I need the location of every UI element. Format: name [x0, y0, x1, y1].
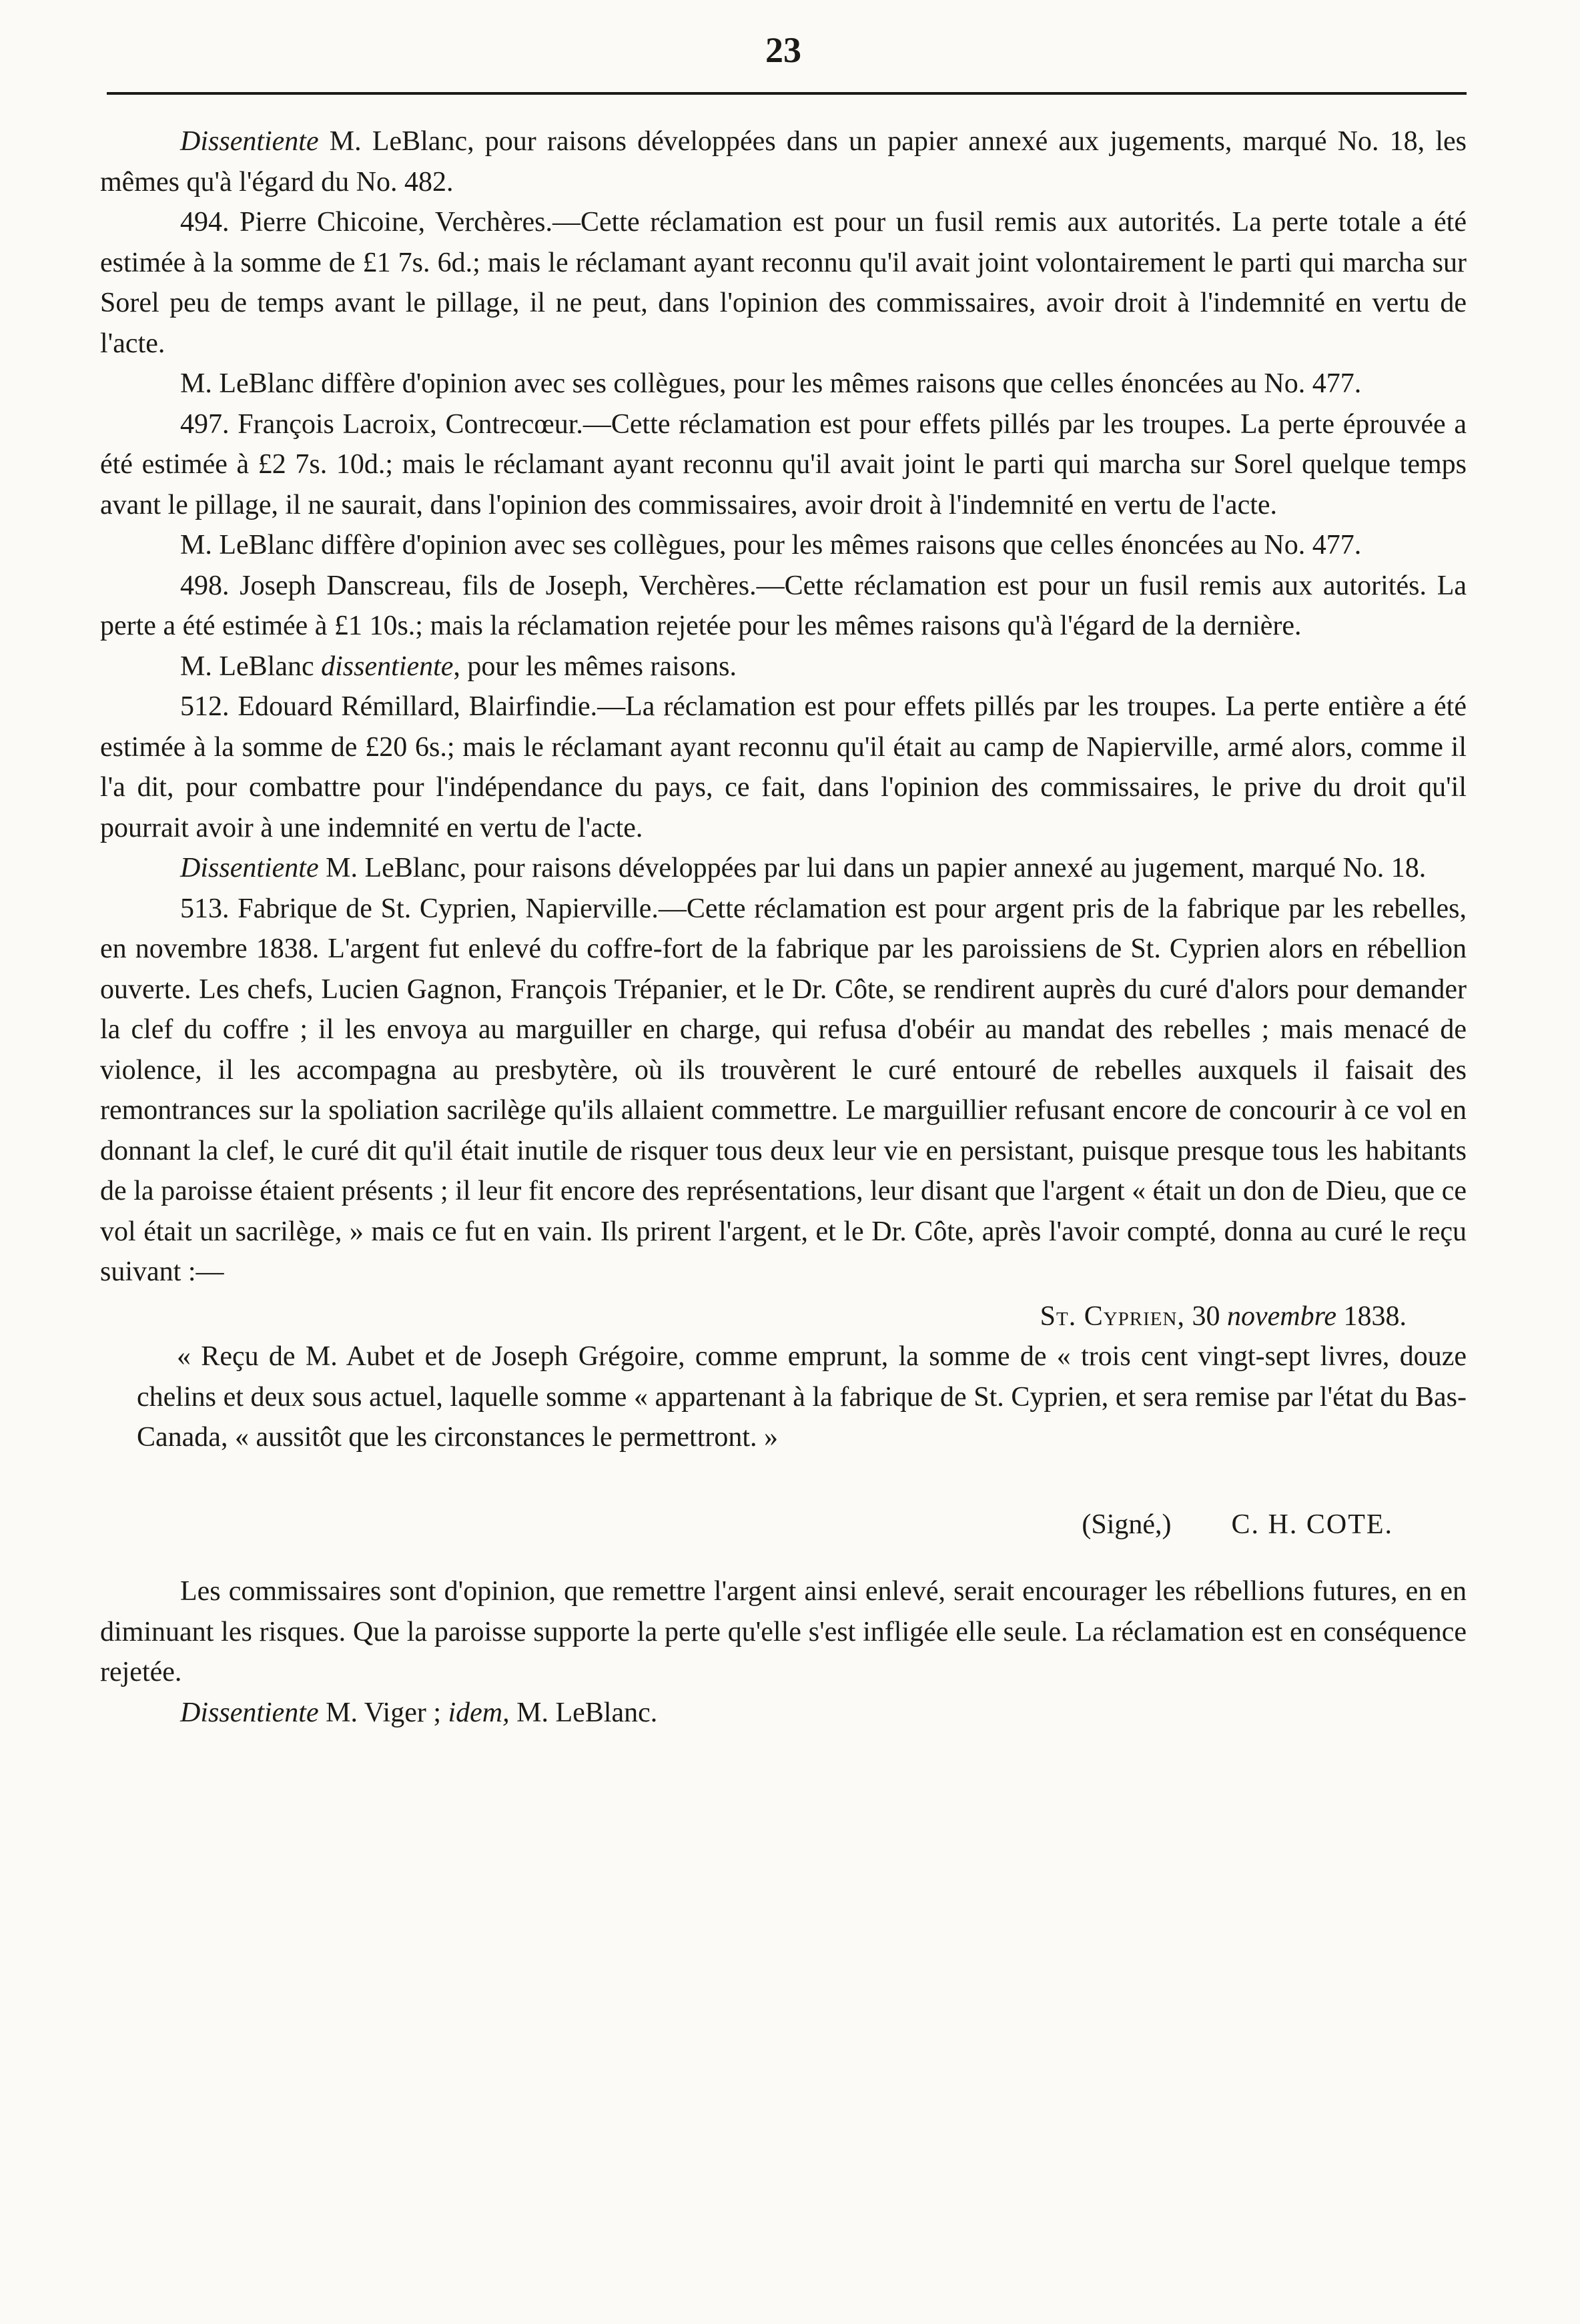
- paragraph-498: [100, 566, 1467, 647]
- paragraph-text: , pour les mêmes raisons.: [453, 651, 737, 682]
- dissent-label: dissentiente: [321, 651, 454, 682]
- paragraph-text: 497. François Lacroix, Contrecœur.—Cette réclamation est pour effets pillés par les troupes. La perte éprouvée a été estimée à £2 7s. 10d.; mais le réclamant ayant reconnu qu'il avait joint le parti qui marcha sur Sorel quelque temps avant le pillage, il ne saurait, dans l'opinion des commissaires, avoir droit à l'indemnité en vertu de l'acte.: [100, 408, 1467, 520]
- dateline-month: novembre: [1226, 1300, 1336, 1332]
- dissent-text: M. Viger ;: [318, 1697, 448, 1728]
- header-rule: [107, 92, 1467, 95]
- signature-name: C. H. COTE.: [1231, 1509, 1393, 1540]
- dissent-label: Dissentiente: [180, 126, 319, 157]
- paragraph-text: M. LeBlanc, pour raisons développées par lui dans un papier annexé au jugement, marqué No. 18.: [318, 853, 1427, 883]
- dissent-idem: idem,: [448, 1697, 510, 1728]
- paragraph-494: [100, 202, 1467, 364]
- paragraph-text: 513. Fabrique de St. Cyprien, Napierville.—Cette réclamation est pour argent pris de la fabrique par les rebelles, en novembre 1838. L'argent fut enlevé du coffre-fort de la fabrique par les paroissiens de St. Cyprien alors en rébellion ouverte. Les chefs, Lucien Gagnon, François Trépanier, et le Dr. Côte, se rendirent auprès du curé d'alors pour demander la clef du coffre ; il les envoya au marguiller en charge, qui refusa d'obéir au mandat des rebelles ; mais menacé de violence, il les accompagna au presbytère, où ils trouvèrent le curé entouré de rebelles auxquels il faisait des remontrances sur la spoliation sacrilège qu'ils allaient commettre. Le marguillier refusant encore de concourir à ce vol en donnant la clef, le curé dit qu'il était inutile de risquer tous deux leur vie en persistant, puisque presque tous les habitants de la paroisse étaient présents ; il leur fit encore des représentations, leur disant que l'argent « était un don de Dieu, que ce vol était un sacrilège, » mais ce fut en vain. Ils prirent l'argent, et le Dr. Côte, après l'avoir compté, donna au curé le reçu suivant :—: [100, 893, 1467, 1287]
- dissent-label: Dissentiente: [180, 853, 319, 883]
- paragraph-497: [100, 404, 1467, 526]
- dateline-place: St. Cyprien,: [1040, 1300, 1185, 1332]
- paragraph-512: [100, 687, 1467, 848]
- paragraph-conclusion: Les commissaires sont d'opinion, que remettre l'argent ainsi enlevé, serait encourager les rébellions futures, en en diminuant les risques. Que la paroisse supporte la perte qu'elle s'est infligée elle seule. La réclamation est en conséquence rejetée.: [100, 1576, 1467, 1687]
- paragraph-text: 498. Joseph Danscreau, fils de Joseph, Verchères.—Cette réclamation est pour un fusil remis aux autorités. La perte a été estimée à £1 10s.; mais la réclamation rejetée pour les mêmes raisons qu'à l'égard de la dernière.: [100, 570, 1467, 641]
- paragraph-text: 512. Edouard Rémillard, Blairfindie.—La réclamation est pour effets pillés par les troupes. La perte entière a été estimée à la somme de £20 6s.; mais le réclamant ayant reconnu qu'il était au camp de Napierville, armé alors, comme il l'a dit, pour combattre pour l'indépendance du pays, ce fait, dans l'opinion des commissaires, le prive du droit qu'il pourrait avoir à une indemnité en vertu de l'acte.: [100, 691, 1467, 843]
- body-text: [100, 121, 1467, 1733]
- paragraph-513: [100, 889, 1467, 1292]
- signature-label: (Signé,): [1082, 1509, 1172, 1540]
- paragraph-498-dissent: [100, 647, 1467, 687]
- paragraph-text: M. LeBlanc diffère d'opinion avec ses collègues, pour les mêmes raisons que celles énoncées au No. 477.: [180, 530, 1362, 560]
- paragraph-512-dissent: [100, 848, 1467, 889]
- paragraph-text: M. LeBlanc diffère d'opinion avec ses collègues, pour les mêmes raisons que celles énoncées au No. 477.: [180, 368, 1362, 399]
- paragraph-dissent-482: [100, 121, 1467, 202]
- paragraph-497-dissent: [100, 525, 1467, 566]
- paragraph-494-dissent: [100, 364, 1467, 404]
- receipt-quote: « Reçu de M. Aubet et de Joseph Grégoire, comme emprunt, la somme de « trois cent vingt-sept livres, douze chelins et deux sous actuel, laquelle somme « appartenant à la fabrique de St. Cyprien, et sera remise par l'état du Bas-Canada, « aussitôt que les circonstances le permettront. »: [137, 1341, 1467, 1453]
- page-number: 23: [765, 30, 801, 70]
- dateline-day: 30: [1184, 1300, 1227, 1332]
- dateline-year: 1838.: [1336, 1300, 1407, 1332]
- paragraph-text: 494. Pierre Chicoine, Verchères.—Cette réclamation est pour un fusil remis aux autorités. La perte totale a été estimée à la somme de £1 7s. 6d.; mais le réclamant ayant reconnu qu'il avait joint volontairement le parti qui marcha sur Sorel peu de temps avant le pillage, il ne peut, dans l'opinion des commissaires, avoir droit à l'indemnité en vertu de l'acte.: [100, 207, 1467, 359]
- dateline: [100, 1296, 1467, 1337]
- dissent-tail: M. LeBlanc.: [509, 1697, 658, 1728]
- paragraph-text: M. LeBlanc, pour raisons développées dans un papier annexé aux jugements, marqué No. 18, les mêmes qu'à l'égard du No. 482.: [100, 126, 1467, 198]
- paragraph-final-dissent: [100, 1693, 1467, 1733]
- paragraph-pre: M. LeBlanc: [180, 651, 322, 682]
- dissent-label: Dissentiente: [180, 1697, 319, 1728]
- signature-block: [100, 1505, 1467, 1545]
